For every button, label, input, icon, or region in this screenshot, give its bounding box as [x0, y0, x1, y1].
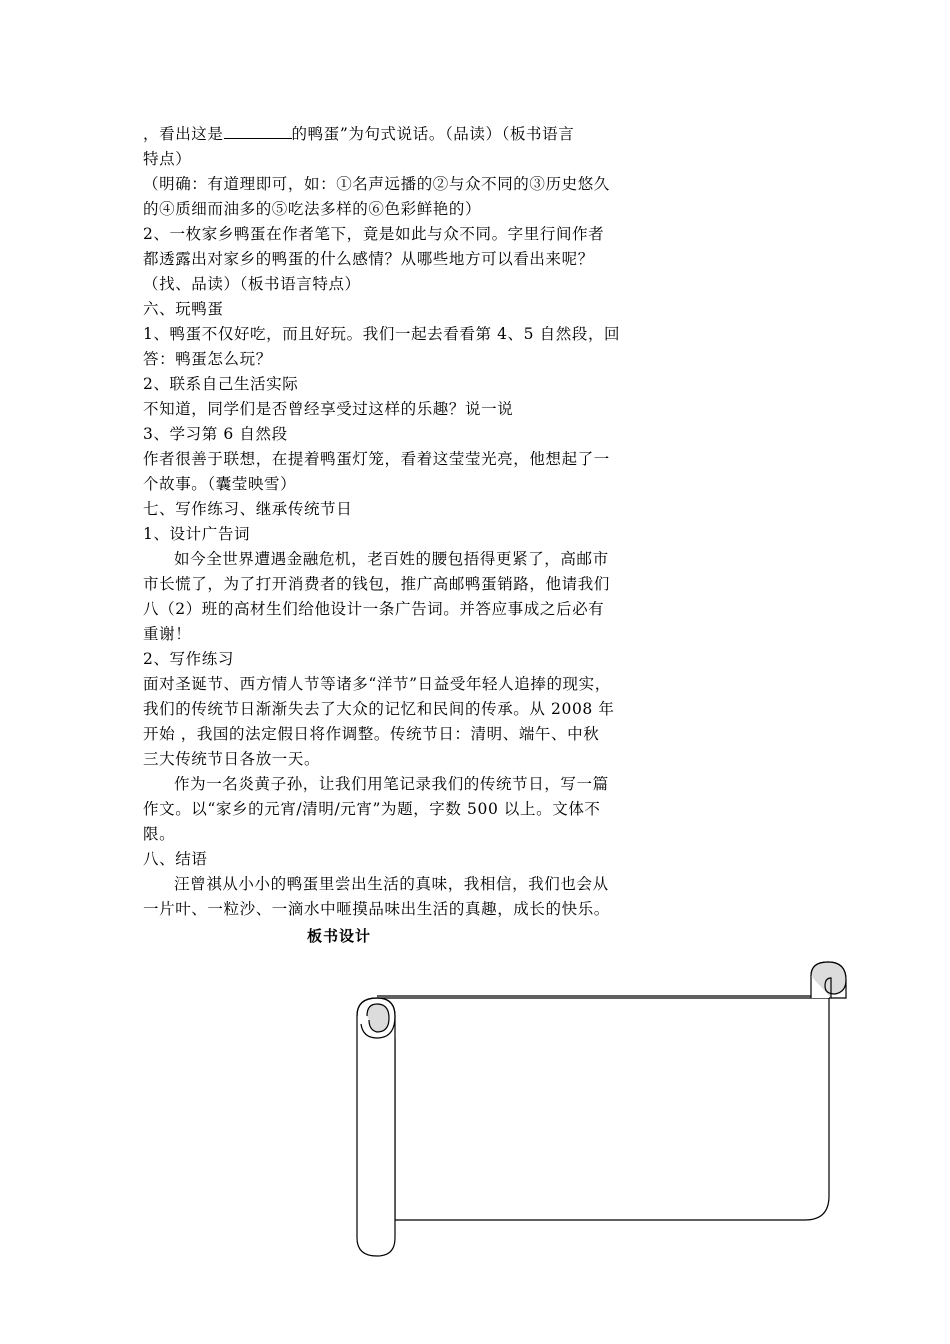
- text-line: [143, 122, 643, 147]
- text-line: 开始 ，我国的法定假日将作调整。传统节日：清明、端午、中秋: [143, 725, 600, 743]
- text-line: 重谢！: [143, 625, 192, 643]
- text-line: 都透露出对家乡的鸭蛋的什么感情？从哪些地方可以看出来呢？: [143, 250, 594, 268]
- scroll-frame: [355, 958, 855, 1263]
- text-line: 市长慌了，为了打开消费者的钱包，推广高邮鸭蛋销路，他请我们: [143, 575, 610, 593]
- text-line: 我们的传统节日渐渐失去了大众的记忆和民间的传承。从 2008 年: [143, 700, 615, 718]
- document-body: [143, 122, 643, 922]
- text-line: 作者很善于联想，在提着鸭蛋灯笼，看着这莹莹光亮，他想起了一: [143, 450, 610, 468]
- fill-in-blank: [224, 124, 292, 139]
- scroll-icon: [355, 958, 855, 1263]
- text-line: 如今全世界遭遇金融危机，老百姓的腰包捂得更紧了，高邮市: [174, 550, 609, 568]
- text-line: 2、联系自己生活实际: [143, 375, 299, 393]
- text-line: 汪曾祺从小小的鸭蛋里尝出生活的真味，我相信，我们也会从: [174, 875, 609, 893]
- text-line: 八（2）班的高材生们给他设计一条广告词。并答应事成之后必有: [143, 600, 605, 618]
- text-line: 3、学习第 6 自然段: [143, 425, 288, 443]
- text-line: 个故事。（囊莹映雪）: [143, 475, 297, 493]
- text-line: 不知道，同学们是否曾经享受过这样的乐趣？说一说: [143, 400, 514, 418]
- section-heading: 七、写作练习、继承传统节日: [143, 500, 353, 518]
- text-line: 限。: [143, 825, 176, 843]
- text-line: 特点）: [143, 150, 192, 168]
- text-line: 三大传统节日各放一天。: [143, 750, 321, 768]
- text-line: 作文。以“家乡的元宵/清明/元宵”为题，字数 500 以上。文体不: [143, 800, 601, 818]
- line-post: 的鸭蛋”为句式说话。（品读）（板书语言: [291, 125, 575, 143]
- text-line: （明确：有道理即可，如：①名声远播的②与众不同的③历史悠久: [143, 175, 610, 193]
- text-line: 的④质细而油多的⑤吃法多样的⑥色彩鲜艳的）: [143, 200, 482, 218]
- board-design-heading: 板书设计: [307, 927, 372, 945]
- text-line: 2、写作练习: [143, 650, 234, 668]
- text-line: 作为一名炎黄子孙，让我们用笔记录我们的传统节日，写一篇: [174, 775, 609, 793]
- text-line: （找、品读）（板书语言特点）: [143, 275, 361, 293]
- text-line: 答：鸭蛋怎么玩？: [143, 350, 272, 368]
- text-line: 1、鸭蛋不仅好吃，而且好玩。我们一起去看看第 4、5 自然段，回: [143, 325, 621, 343]
- text-line: 1、设计广告词: [143, 525, 251, 543]
- text-line: 面对圣诞节、西方情人节等诸多“洋节”日益受年轻人追捧的现实，: [143, 675, 611, 693]
- line-pre: ，看出这是: [143, 125, 224, 143]
- text-line: 2、一枚家乡鸭蛋在作者笔下，竟是如此与众不同。字里行间作者: [143, 225, 605, 243]
- section-heading: 六、玩鸭蛋: [143, 300, 224, 318]
- section-heading: 八、结语: [143, 850, 208, 868]
- text-line: 一片叶、一粒沙、一滴水中咂摸品味出生活的真趣，成长的快乐。: [143, 900, 610, 918]
